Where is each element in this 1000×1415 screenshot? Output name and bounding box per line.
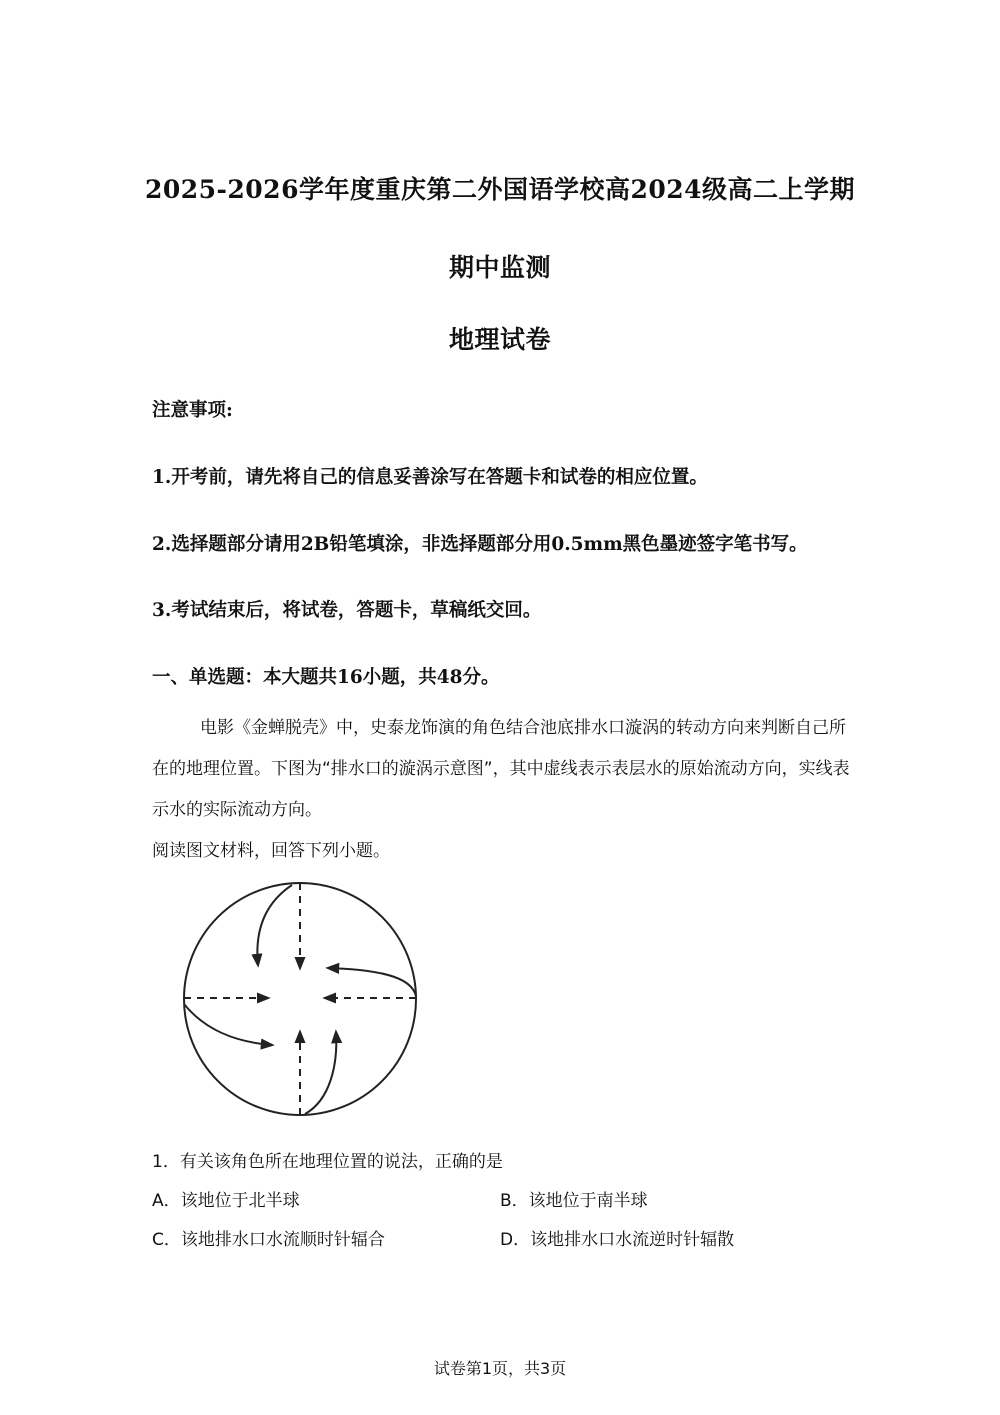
notice-item-3: 3.考试结束后，将试卷，答题卡，草稿纸交回。 — [152, 600, 542, 621]
drain-vortex-diagram — [180, 880, 420, 1120]
option-c: C．该地排水口水流顺时针辐合 — [152, 1230, 385, 1250]
drain-circle — [184, 883, 416, 1115]
section-heading: 一、单选题：本大题共16小题，共48分。 — [152, 667, 500, 688]
notice-item-1: 1.开考前，请先将自己的信息妥善涂写在答题卡和试卷的相应位置。 — [152, 467, 708, 488]
exam-title-line2: 期中监测 — [448, 253, 551, 282]
notice-item-2: 2.选择题部分请用2B铅笔填涂，非选择题部分用0.5mm黑色墨迹签字笔书写。 — [152, 534, 808, 555]
option-b: B．该地位于南半球 — [500, 1191, 648, 1211]
solid-flow-top — [257, 885, 292, 965]
exam-title-line1: 2025-2026学年度重庆第二外国语学校高2024级高二上学期 — [144, 175, 856, 204]
subject-title: 地理试卷 — [448, 325, 551, 354]
question-stem: 1．有关该角色所在地理位置的说法，正确的是 — [152, 1152, 503, 1172]
solid-flow-right — [328, 968, 416, 996]
solid-flow-left — [184, 1004, 272, 1045]
material-paragraph: 电影《金蝉脱壳》中，史泰龙饰演的角色结合池底排水口漩涡的转动方向来判断自己所在的地理位置。下图为“排水口的漩涡示意图”，其中虚线表示表层水的原始流动方向，实线表示水的实际流动方向。 — [152, 718, 850, 820]
option-d: D．该地排水口水流逆时针辐散 — [500, 1230, 735, 1250]
notices-heading: 注意事项: — [152, 400, 233, 421]
solid-flow-bottom — [305, 1032, 336, 1114]
page-footer: 试卷第1页，共3页 — [433, 1359, 567, 1378]
option-a: A．该地位于北半球 — [152, 1191, 300, 1211]
material-instruction: 阅读图文材料，回答下列小题。 — [152, 841, 390, 861]
